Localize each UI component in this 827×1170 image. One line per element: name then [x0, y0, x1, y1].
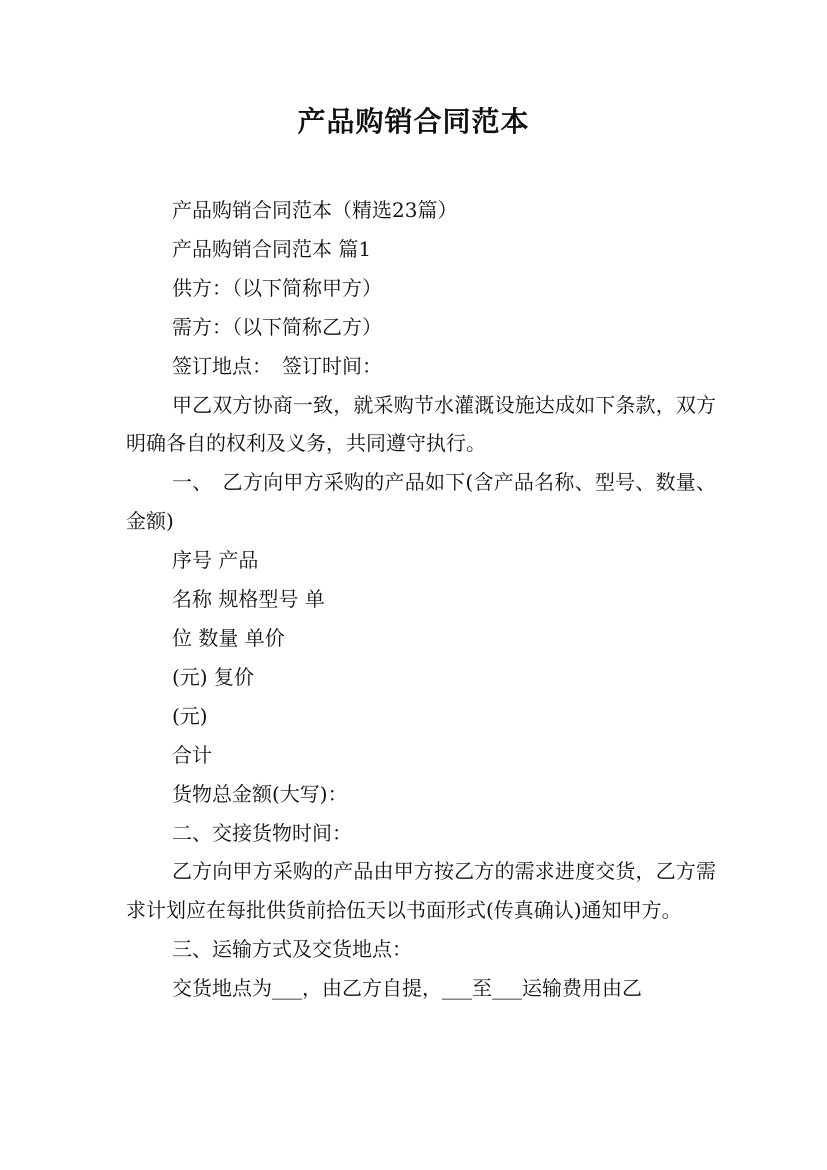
paragraph-clause-two: 二、交接货物时间： [172, 820, 352, 845]
document-title: 产品购销合同范本 [297, 105, 530, 138]
paragraph-sign-place-time: 签订地点： 签订时间： [172, 353, 382, 378]
paragraph-table-line: 序号 产品 [172, 548, 259, 573]
paragraph-clause-three: 三、运输方式及交货地点： [172, 937, 412, 962]
paragraph-table-line: (元) 复价 [172, 664, 254, 689]
paragraph-total: 合计 [172, 742, 212, 767]
paragraph-table-line: 名称 规格型号 单 [172, 587, 325, 612]
paragraph-buyer: 需方：（以下简称乙方） [172, 314, 382, 339]
paragraph-delivery-schedule: 乙方向甲方采购的产品由甲方按乙方的需求进度交货，乙方需求计划应在每批供货前拾伍天以书面形式(传真确认)通知甲方。 [126, 859, 716, 923]
paragraph-supplier: 供方：（以下简称甲方） [172, 275, 382, 300]
paragraph-section-heading: 产品购销合同范本 篇1 [172, 236, 372, 261]
paragraph-agreement: 甲乙双方协商一致，就采购节水灌溉设施达成如下条款，双方明确各自的权利及义务，共同遵守执行。 [126, 392, 716, 456]
paragraph-clause-one: 一、 乙方向甲方采购的产品如下(含产品名称、型号、数量、金额) [126, 470, 716, 534]
paragraph-table-line: (元) [172, 703, 208, 728]
paragraph-delivery-location: 交货地点为___，由乙方自提，___至___运输费用由乙 [172, 976, 642, 1001]
paragraph-table-line: 位 数量 单价 [172, 625, 285, 650]
document-body [126, 191, 716, 1008]
paragraph-subtitle: 产品购销合同范本（精选23篇） [172, 198, 458, 222]
paragraph-total-amount: 货物总金额(大写)： [172, 781, 348, 806]
